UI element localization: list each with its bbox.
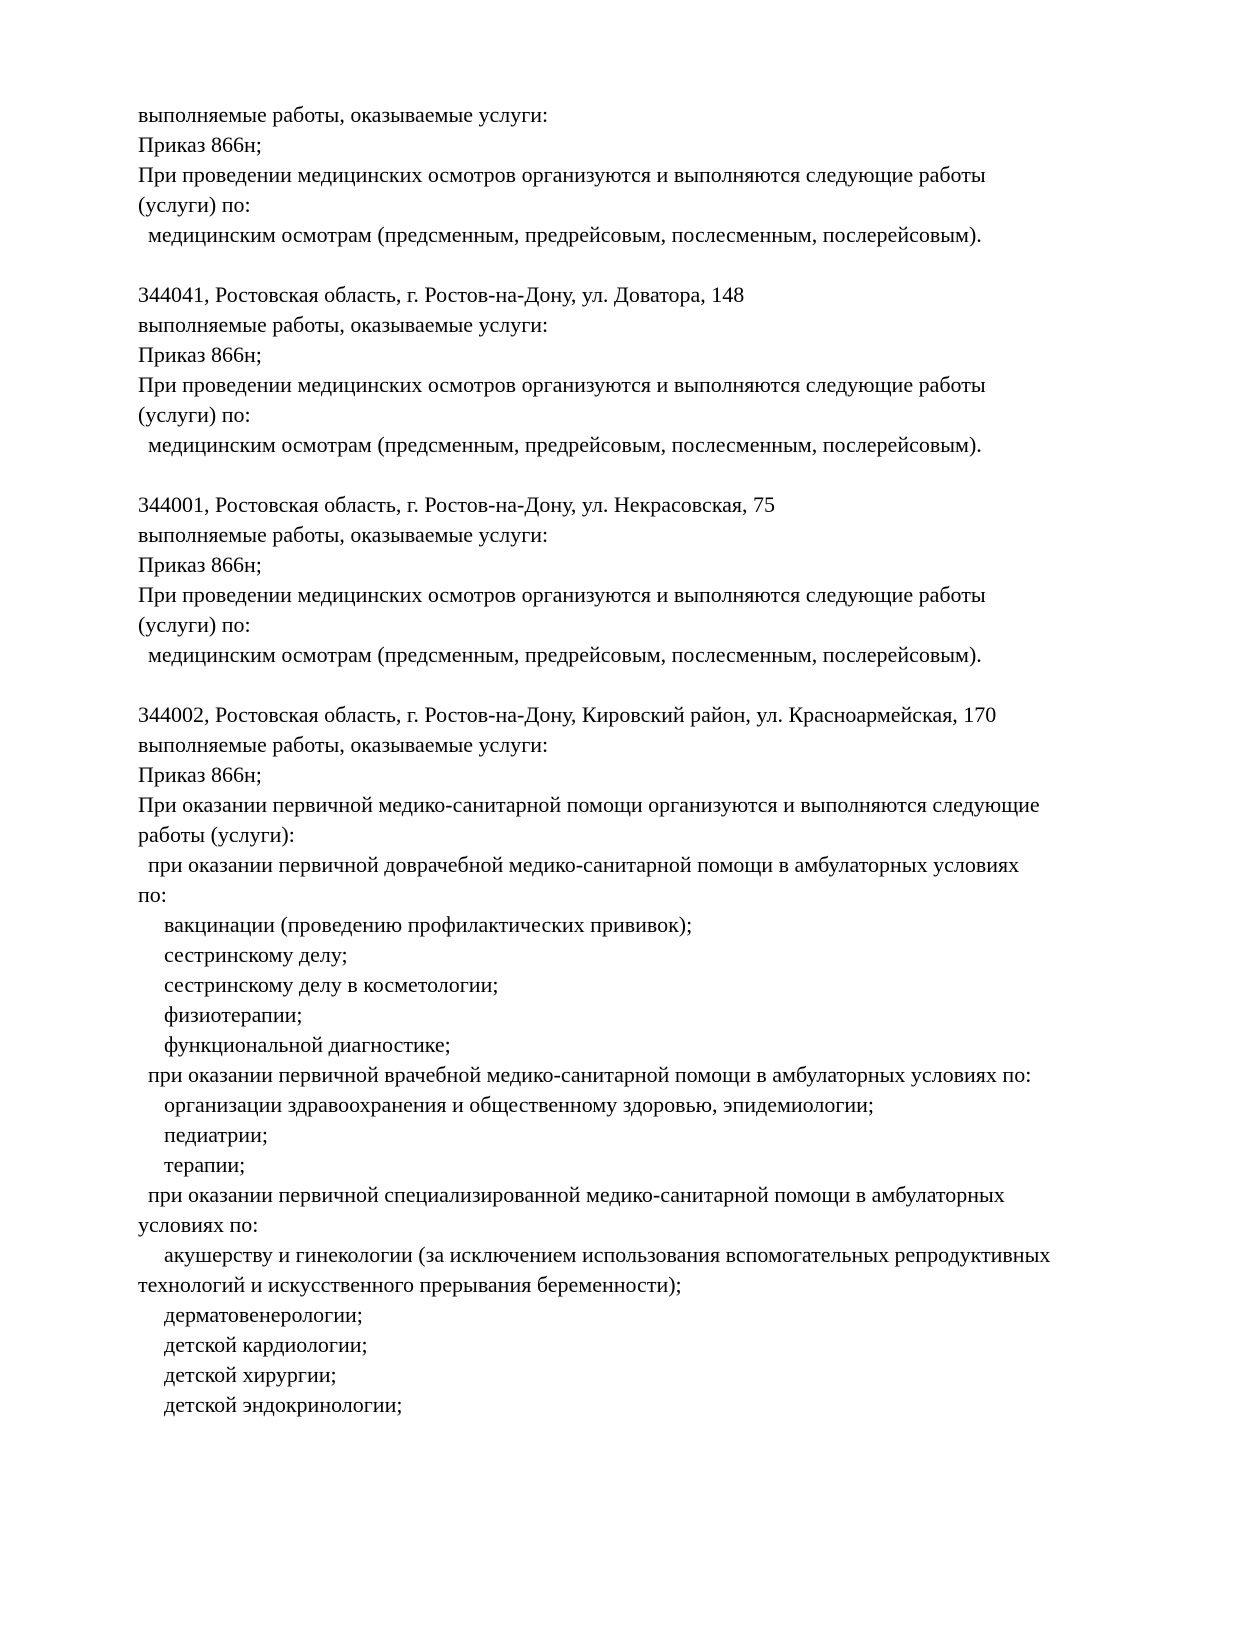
- text-line: Приказ 866н;: [138, 132, 262, 157]
- text-line: физиотерапии;: [164, 1002, 303, 1027]
- text-line: медицинским осмотрам (предсменным, предрейсовым, послесменным, послерейсовым).: [148, 642, 982, 667]
- document-text: [138, 100, 1178, 1420]
- text-line: педиатрии;: [164, 1122, 268, 1147]
- text-line: сестринскому делу в косметологии;: [164, 972, 499, 997]
- text-line: детской хирургии;: [164, 1362, 337, 1387]
- text-line: (услуги) по:: [138, 402, 251, 427]
- text-line: Приказ 866н;: [138, 342, 262, 367]
- text-line: работы (услуги):: [138, 822, 295, 847]
- text-line: функциональной диагностике;: [164, 1032, 451, 1057]
- text-line: выполняемые работы, оказываемые услуги:: [138, 522, 549, 547]
- text-line: дерматовенерологии;: [164, 1302, 363, 1327]
- text-line: (услуги) по:: [138, 612, 251, 637]
- text-line: при оказании первичной доврачебной медико-санитарной помощи в амбулаторных условиях: [148, 852, 1020, 877]
- text-line: 344002, Ростовская область, г. Ростов-на-Дону, Кировский район, ул. Красноармейская, 170: [138, 702, 997, 727]
- text-line: детской эндокринологии;: [164, 1392, 403, 1417]
- text-line: медицинским осмотрам (предсменным, предрейсовым, послесменным, послерейсовым).: [148, 432, 982, 457]
- text-line: выполняемые работы, оказываемые услуги:: [138, 312, 549, 337]
- text-line: При проведении медицинских осмотров организуются и выполняются следующие работы: [138, 582, 986, 607]
- text-line: акушерству и гинекологии (за исключением использования вспомогательных репродуктивных: [164, 1242, 1051, 1267]
- text-line: по:: [138, 882, 167, 907]
- text-line: При проведении медицинских осмотров организуются и выполняются следующие работы: [138, 162, 986, 187]
- license-section-3: [138, 490, 1178, 670]
- license-section-4: [138, 700, 1178, 1420]
- text-line: При проведении медицинских осмотров организуются и выполняются следующие работы: [138, 372, 986, 397]
- text-line: вакцинации (проведению профилактических прививок);: [164, 912, 693, 937]
- text-line: условиях по:: [138, 1212, 259, 1237]
- text-line: (услуги) по:: [138, 192, 251, 217]
- text-line: сестринскому делу;: [164, 942, 348, 967]
- text-line: При оказании первичной медико-санитарной помощи организуются и выполняются следующие: [138, 792, 1040, 817]
- text-line: 344001, Ростовская область, г. Ростов-на-Дону, ул. Некрасовская, 75: [138, 492, 776, 517]
- text-line: технологий и искусственного прерывания беременности);: [138, 1272, 682, 1297]
- text-line: медицинским осмотрам (предсменным, предрейсовым, послесменным, послерейсовым).: [148, 222, 982, 247]
- text-line: выполняемые работы, оказываемые услуги:: [138, 102, 549, 127]
- text-line: Приказ 866н;: [138, 762, 262, 787]
- text-line: при оказании первичной врачебной медико-санитарной помощи в амбулаторных условиях по:: [148, 1062, 1032, 1087]
- text-line: детской кардиологии;: [164, 1332, 368, 1357]
- text-line: Приказ 866н;: [138, 552, 262, 577]
- text-line: организации здравоохранения и общественному здоровью, эпидемиологии;: [164, 1092, 875, 1117]
- license-section-2: [138, 280, 1178, 460]
- text-line: 344041, Ростовская область, г. Ростов-на-Дону, ул. Доватора, 148: [138, 282, 745, 307]
- text-line: при оказании первичной специализированной медико-санитарной помощи в амбулаторных: [148, 1182, 1005, 1207]
- text-line: терапии;: [164, 1152, 246, 1177]
- text-line: выполняемые работы, оказываемые услуги:: [138, 732, 549, 757]
- license-section-1: [138, 100, 1178, 250]
